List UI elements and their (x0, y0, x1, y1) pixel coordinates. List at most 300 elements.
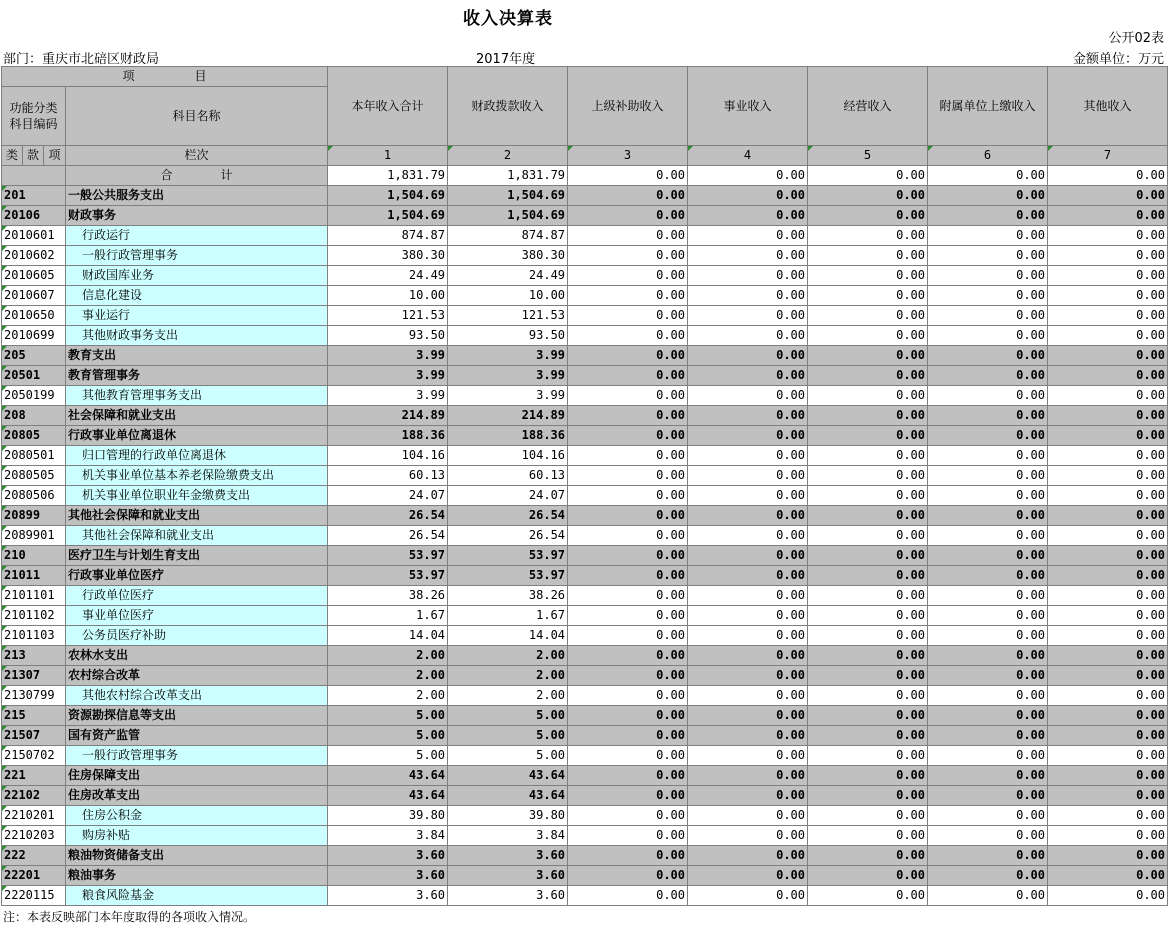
row-value-4: 0.00 (688, 846, 808, 866)
row-value-1: 3.84 (328, 826, 448, 846)
row-value-7: 0.00 (1048, 766, 1168, 786)
row-name: 住房保障支出 (66, 766, 328, 786)
row-value-2: 3.99 (448, 366, 568, 386)
table-row (2, 606, 1168, 626)
total-row (2, 166, 1168, 186)
row-value-7: 0.00 (1048, 826, 1168, 846)
row-name: 一般公共服务支出 (66, 186, 328, 206)
row-value-6: 0.00 (928, 646, 1048, 666)
row-value-4: 0.00 (688, 866, 808, 886)
row-value-2: 5.00 (448, 746, 568, 766)
table-row (2, 726, 1168, 746)
row-value-4: 0.00 (688, 786, 808, 806)
row-value-3: 0.00 (568, 586, 688, 606)
row-value-7: 0.00 (1048, 306, 1168, 326)
row-value-3: 0.00 (568, 786, 688, 806)
row-name: 其他教育管理事务支出 (66, 386, 328, 406)
row-value-6: 0.00 (928, 846, 1048, 866)
func-code-header: 功能分类科目编码 (2, 87, 66, 146)
table-row (2, 246, 1168, 266)
row-name: 住房改革支出 (66, 786, 328, 806)
row-value-1: 874.87 (328, 226, 448, 246)
row-value-5: 0.00 (808, 686, 928, 706)
row-value-1: 2.00 (328, 646, 448, 666)
row-value-7: 0.00 (1048, 606, 1168, 626)
row-value-5: 0.00 (808, 546, 928, 566)
row-value-2: 10.00 (448, 286, 568, 306)
row-value-7: 0.00 (1048, 546, 1168, 566)
row-value-4: 0.00 (688, 706, 808, 726)
row-value-1: 104.16 (328, 446, 448, 466)
row-value-6: 0.00 (928, 446, 1048, 466)
row-value-6: 0.00 (928, 766, 1048, 786)
table-row (2, 226, 1168, 246)
table-row (2, 666, 1168, 686)
row-value-5: 0.00 (808, 286, 928, 306)
row-code: 201 (2, 186, 66, 206)
row-value-4: 0.00 (688, 726, 808, 746)
row-value-1: 10.00 (328, 286, 448, 306)
row-value-2: 2.00 (448, 646, 568, 666)
row-value-1: 2.00 (328, 666, 448, 686)
row-value-4: 0.00 (688, 546, 808, 566)
row-value-5: 0.00 (808, 626, 928, 646)
row-value-4: 0.00 (688, 206, 808, 226)
row-value-2: 188.36 (448, 426, 568, 446)
row-value-7: 0.00 (1048, 626, 1168, 646)
row-value-1: 1.67 (328, 606, 448, 626)
row-value-5: 0.00 (808, 766, 928, 786)
row-value-6: 0.00 (928, 506, 1048, 526)
row-value-3: 0.00 (568, 186, 688, 206)
row-code: 2010699 (2, 326, 66, 346)
row-value-2: 93.50 (448, 326, 568, 346)
row-value-3: 0.00 (568, 626, 688, 646)
row-value-6: 0.00 (928, 726, 1048, 746)
table-row (2, 866, 1168, 886)
row-value-5: 0.00 (808, 186, 928, 206)
row-value-5: 0.00 (808, 606, 928, 626)
table-row (2, 366, 1168, 386)
row-value-2: 1.67 (448, 606, 568, 626)
row-value-5: 0.00 (808, 306, 928, 326)
row-value-2: 1,504.69 (448, 186, 568, 206)
row-name: 机关事业单位基本养老保险缴费支出 (66, 466, 328, 486)
table-row (2, 646, 1168, 666)
row-code: 20899 (2, 506, 66, 526)
row-value-1: 60.13 (328, 466, 448, 486)
row-value-7: 0.00 (1048, 286, 1168, 306)
row-value-1: 121.53 (328, 306, 448, 326)
row-code: 2010650 (2, 306, 66, 326)
col-number-4: 4 (688, 146, 808, 166)
row-code: 2101101 (2, 586, 66, 606)
col-number-3: 3 (568, 146, 688, 166)
row-code: 2050199 (2, 386, 66, 406)
row-name: 公务员医疗补助 (66, 626, 328, 646)
row-code: 2080505 (2, 466, 66, 486)
row-value-1: 24.49 (328, 266, 448, 286)
row-code: 2210201 (2, 806, 66, 826)
row-code: 2101103 (2, 626, 66, 646)
row-value-7: 0.00 (1048, 566, 1168, 586)
row-value-7: 0.00 (1048, 686, 1168, 706)
row-code: 208 (2, 406, 66, 426)
row-value-6: 0.00 (928, 246, 1048, 266)
row-value-4: 0.00 (688, 286, 808, 306)
row-value-6: 0.00 (928, 706, 1048, 726)
row-value-4: 0.00 (688, 386, 808, 406)
row-value-3: 0.00 (568, 326, 688, 346)
class-header: 类 (2, 146, 23, 166)
table-row (2, 826, 1168, 846)
table-row (2, 286, 1168, 306)
row-value-5: 0.00 (808, 226, 928, 246)
col-header-5: 经营收入 (808, 67, 928, 146)
total-value-3: 0.00 (568, 166, 688, 186)
row-code: 205 (2, 346, 66, 366)
row-name: 住房公积金 (66, 806, 328, 826)
row-value-1: 39.80 (328, 806, 448, 826)
total-value-6: 0.00 (928, 166, 1048, 186)
row-value-5: 0.00 (808, 786, 928, 806)
row-value-3: 0.00 (568, 466, 688, 486)
row-value-5: 0.00 (808, 506, 928, 526)
row-value-2: 24.07 (448, 486, 568, 506)
row-code: 2080501 (2, 446, 66, 466)
form-number: 公开02表 (1108, 31, 1164, 46)
row-value-5: 0.00 (808, 746, 928, 766)
row-value-1: 1,504.69 (328, 186, 448, 206)
row-value-2: 43.64 (448, 766, 568, 786)
row-code: 2010601 (2, 226, 66, 246)
row-value-5: 0.00 (808, 466, 928, 486)
row-value-7: 0.00 (1048, 586, 1168, 606)
row-code: 215 (2, 706, 66, 726)
row-value-3: 0.00 (568, 746, 688, 766)
row-value-3: 0.00 (568, 406, 688, 426)
row-value-3: 0.00 (568, 846, 688, 866)
table-row (2, 546, 1168, 566)
row-value-6: 0.00 (928, 286, 1048, 306)
row-name: 粮油事务 (66, 866, 328, 886)
row-value-3: 0.00 (568, 286, 688, 306)
row-value-5: 0.00 (808, 266, 928, 286)
row-value-1: 53.97 (328, 546, 448, 566)
row-code: 222 (2, 846, 66, 866)
row-value-5: 0.00 (808, 826, 928, 846)
row-value-2: 14.04 (448, 626, 568, 646)
row-code: 2089901 (2, 526, 66, 546)
row-value-1: 3.99 (328, 386, 448, 406)
row-value-3: 0.00 (568, 486, 688, 506)
total-value-1: 1,831.79 (328, 166, 448, 186)
row-name: 社会保障和就业支出 (66, 406, 328, 426)
row-code: 20805 (2, 426, 66, 446)
row-value-2: 3.60 (448, 846, 568, 866)
row-value-2: 3.84 (448, 826, 568, 846)
row-name: 信息化建设 (66, 286, 328, 306)
row-value-6: 0.00 (928, 606, 1048, 626)
row-value-3: 0.00 (568, 306, 688, 326)
table-row (2, 766, 1168, 786)
row-value-1: 214.89 (328, 406, 448, 426)
table-row (2, 426, 1168, 446)
row-code: 2130799 (2, 686, 66, 706)
table-row (2, 346, 1168, 366)
row-code: 22102 (2, 786, 66, 806)
row-value-4: 0.00 (688, 646, 808, 666)
row-value-5: 0.00 (808, 446, 928, 466)
row-value-6: 0.00 (928, 326, 1048, 346)
row-value-5: 0.00 (808, 586, 928, 606)
row-code: 20501 (2, 366, 66, 386)
row-value-4: 0.00 (688, 406, 808, 426)
row-value-2: 380.30 (448, 246, 568, 266)
row-value-5: 0.00 (808, 886, 928, 906)
row-value-1: 26.54 (328, 506, 448, 526)
row-value-7: 0.00 (1048, 666, 1168, 686)
row-value-6: 0.00 (928, 866, 1048, 886)
row-code: 2101102 (2, 606, 66, 626)
row-value-3: 0.00 (568, 826, 688, 846)
row-value-3: 0.00 (568, 726, 688, 746)
table-row (2, 406, 1168, 426)
row-value-4: 0.00 (688, 306, 808, 326)
row-value-7: 0.00 (1048, 226, 1168, 246)
table-row (2, 886, 1168, 906)
row-name: 财政事务 (66, 206, 328, 226)
row-value-1: 5.00 (328, 726, 448, 746)
row-value-4: 0.00 (688, 506, 808, 526)
total-value-2: 1,831.79 (448, 166, 568, 186)
row-value-7: 0.00 (1048, 266, 1168, 286)
table-row (2, 806, 1168, 826)
row-value-4: 0.00 (688, 226, 808, 246)
row-value-6: 0.00 (928, 406, 1048, 426)
row-value-4: 0.00 (688, 586, 808, 606)
row-value-4: 0.00 (688, 766, 808, 786)
row-value-5: 0.00 (808, 326, 928, 346)
row-value-7: 0.00 (1048, 846, 1168, 866)
row-value-7: 0.00 (1048, 386, 1168, 406)
total-value-4: 0.00 (688, 166, 808, 186)
row-value-6: 0.00 (928, 466, 1048, 486)
row-value-2: 3.99 (448, 346, 568, 366)
table-row (2, 786, 1168, 806)
row-value-4: 0.00 (688, 266, 808, 286)
row-value-4: 0.00 (688, 806, 808, 826)
row-value-2: 26.54 (448, 506, 568, 526)
row-value-5: 0.00 (808, 726, 928, 746)
row-value-6: 0.00 (928, 746, 1048, 766)
table-row (2, 586, 1168, 606)
item-small-header: 项 (44, 146, 66, 166)
col-number-2: 2 (448, 146, 568, 166)
report-title: 收入决算表 (463, 9, 553, 29)
row-value-5: 0.00 (808, 666, 928, 686)
amount-unit: 金额单位：万元 (1072, 52, 1164, 67)
row-value-4: 0.00 (688, 686, 808, 706)
row-value-3: 0.00 (568, 666, 688, 686)
row-name: 一般行政管理事务 (66, 246, 328, 266)
row-value-7: 0.00 (1048, 406, 1168, 426)
row-code: 20106 (2, 206, 66, 226)
row-value-1: 3.60 (328, 886, 448, 906)
row-value-5: 0.00 (808, 706, 928, 726)
row-code: 21507 (2, 726, 66, 746)
row-value-1: 3.60 (328, 866, 448, 886)
row-value-4: 0.00 (688, 626, 808, 646)
col-header-7: 其他收入 (1048, 67, 1168, 146)
department-label: 部门：重庆市北碚区财政局 (3, 52, 160, 67)
row-name: 行政事业单位离退休 (66, 426, 328, 446)
col-header-3: 上级补助收入 (568, 67, 688, 146)
total-value-5: 0.00 (808, 166, 928, 186)
table-row (2, 326, 1168, 346)
row-value-3: 0.00 (568, 366, 688, 386)
row-value-3: 0.00 (568, 246, 688, 266)
row-name: 农林水支出 (66, 646, 328, 666)
row-value-1: 5.00 (328, 746, 448, 766)
row-code: 22201 (2, 866, 66, 886)
col-header-6: 附属单位上缴收入 (928, 67, 1048, 146)
row-value-6: 0.00 (928, 366, 1048, 386)
row-value-7: 0.00 (1048, 466, 1168, 486)
row-value-1: 188.36 (328, 426, 448, 446)
table-row (2, 626, 1168, 646)
row-value-7: 0.00 (1048, 886, 1168, 906)
row-value-3: 0.00 (568, 506, 688, 526)
row-value-2: 874.87 (448, 226, 568, 246)
row-value-7: 0.00 (1048, 526, 1168, 546)
col-number-6: 6 (928, 146, 1048, 166)
row-value-2: 5.00 (448, 726, 568, 746)
table-row (2, 266, 1168, 286)
row-value-1: 2.00 (328, 686, 448, 706)
table-row (2, 746, 1168, 766)
row-code: 2150702 (2, 746, 66, 766)
row-value-7: 0.00 (1048, 366, 1168, 386)
row-name: 农村综合改革 (66, 666, 328, 686)
row-code: 2220115 (2, 886, 66, 906)
income-table (1, 66, 1168, 906)
row-name: 一般行政管理事务 (66, 746, 328, 766)
row-value-7: 0.00 (1048, 206, 1168, 226)
col-header-4: 事业收入 (688, 67, 808, 146)
row-value-3: 0.00 (568, 646, 688, 666)
row-value-3: 0.00 (568, 426, 688, 446)
row-value-2: 3.60 (448, 866, 568, 886)
table-row (2, 526, 1168, 546)
row-value-4: 0.00 (688, 526, 808, 546)
table-row (2, 446, 1168, 466)
row-value-7: 0.00 (1048, 486, 1168, 506)
row-value-2: 38.26 (448, 586, 568, 606)
row-name: 教育支出 (66, 346, 328, 366)
row-value-5: 0.00 (808, 526, 928, 546)
row-value-4: 0.00 (688, 606, 808, 626)
row-value-7: 0.00 (1048, 426, 1168, 446)
row-value-3: 0.00 (568, 266, 688, 286)
row-name: 机关事业单位职业年金缴费支出 (66, 486, 328, 506)
row-code: 2080506 (2, 486, 66, 506)
row-value-1: 43.64 (328, 766, 448, 786)
row-value-5: 0.00 (808, 366, 928, 386)
row-value-6: 0.00 (928, 186, 1048, 206)
row-name: 资源勘探信息等支出 (66, 706, 328, 726)
row-value-2: 39.80 (448, 806, 568, 826)
table-row (2, 486, 1168, 506)
row-value-5: 0.00 (808, 646, 928, 666)
row-value-6: 0.00 (928, 566, 1048, 586)
col-number-1: 1 (328, 146, 448, 166)
row-value-5: 0.00 (808, 386, 928, 406)
row-value-4: 0.00 (688, 826, 808, 846)
row-value-7: 0.00 (1048, 746, 1168, 766)
row-value-4: 0.00 (688, 186, 808, 206)
row-code: 213 (2, 646, 66, 666)
row-value-6: 0.00 (928, 666, 1048, 686)
row-value-1: 24.07 (328, 486, 448, 506)
row-value-4: 0.00 (688, 566, 808, 586)
row-value-5: 0.00 (808, 566, 928, 586)
row-value-6: 0.00 (928, 686, 1048, 706)
table-row (2, 566, 1168, 586)
row-code: 2010605 (2, 266, 66, 286)
row-value-7: 0.00 (1048, 726, 1168, 746)
row-value-6: 0.00 (928, 626, 1048, 646)
row-value-3: 0.00 (568, 546, 688, 566)
row-value-6: 0.00 (928, 386, 1048, 406)
row-value-4: 0.00 (688, 246, 808, 266)
row-value-7: 0.00 (1048, 326, 1168, 346)
row-value-2: 121.53 (448, 306, 568, 326)
row-value-2: 3.60 (448, 886, 568, 906)
row-name: 事业运行 (66, 306, 328, 326)
row-value-3: 0.00 (568, 886, 688, 906)
row-value-7: 0.00 (1048, 706, 1168, 726)
row-value-6: 0.00 (928, 266, 1048, 286)
row-value-6: 0.00 (928, 526, 1048, 546)
row-value-4: 0.00 (688, 466, 808, 486)
row-value-7: 0.00 (1048, 346, 1168, 366)
row-value-5: 0.00 (808, 246, 928, 266)
row-value-2: 5.00 (448, 706, 568, 726)
row-value-3: 0.00 (568, 806, 688, 826)
col-number-5: 5 (808, 146, 928, 166)
table-row (2, 206, 1168, 226)
row-value-6: 0.00 (928, 806, 1048, 826)
row-value-7: 0.00 (1048, 246, 1168, 266)
row-value-4: 0.00 (688, 346, 808, 366)
row-value-3: 0.00 (568, 566, 688, 586)
row-value-6: 0.00 (928, 886, 1048, 906)
row-value-7: 0.00 (1048, 786, 1168, 806)
row-value-2: 2.00 (448, 686, 568, 706)
col-header-1: 本年收入合计 (328, 67, 448, 146)
col-header-2: 财政拨款收入 (448, 67, 568, 146)
row-name: 其他农村综合改革支出 (66, 686, 328, 706)
fiscal-year: 2017年度 (476, 52, 536, 67)
row-value-3: 0.00 (568, 606, 688, 626)
row-value-4: 0.00 (688, 886, 808, 906)
section-header: 款 (23, 146, 44, 166)
row-name: 行政单位医疗 (66, 586, 328, 606)
row-value-4: 0.00 (688, 326, 808, 346)
row-value-1: 93.50 (328, 326, 448, 346)
row-value-5: 0.00 (808, 346, 928, 366)
